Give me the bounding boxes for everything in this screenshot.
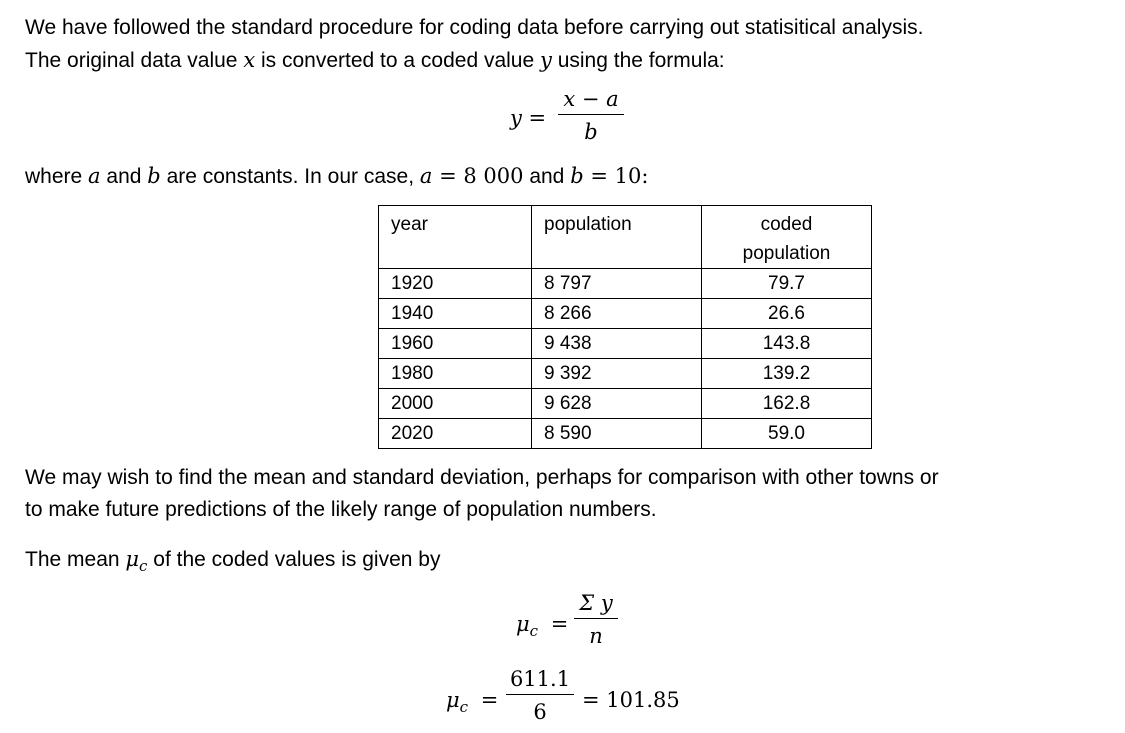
mu-subscript: c (459, 698, 469, 717)
constant-a: a (88, 164, 101, 188)
fraction-bar (558, 114, 624, 115)
equals-sign: = (550, 612, 569, 636)
cell-population: 9 392 (532, 359, 702, 389)
cell-population: 9 438 (532, 329, 702, 359)
cell-year: 1920 (379, 269, 532, 299)
table-row (379, 359, 872, 389)
cell-year: 1960 (379, 329, 532, 359)
mu-subscript: c (529, 622, 539, 641)
table-header-row (379, 206, 872, 269)
where-line (25, 160, 1115, 193)
cell-year: 2020 (379, 419, 532, 449)
table-row (379, 299, 872, 329)
para3-text: of the coded values is given by (147, 548, 441, 571)
cell-coded: 79.7 (702, 269, 872, 299)
mu-subscript: c (139, 557, 148, 576)
cell-year: 1980 (379, 359, 532, 389)
formula2-denominator: n (589, 624, 603, 648)
formula1-denominator: b (584, 120, 598, 144)
cell-coded: 162.8 (702, 389, 872, 419)
cell-year: 1940 (379, 299, 532, 329)
para2-line-2: to make future predictions of the likely range of population numbers. (25, 498, 657, 521)
formula1-numerator: x − a (563, 87, 619, 111)
para2-line-1: We may wish to find the mean and standard deviation, perhaps for comparison with other towns or (25, 466, 939, 489)
where-text: and (523, 165, 571, 188)
header-population: population (532, 206, 702, 269)
header-coded-population (702, 206, 872, 269)
formula3-lhs (446, 688, 498, 716)
cell-year: 2000 (379, 389, 532, 419)
intro-line-2 (25, 44, 1115, 77)
cell-population: 9 628 (532, 389, 702, 419)
mu-symbol: μ (446, 688, 460, 712)
formula2-numerator: Σ y (579, 591, 613, 615)
fraction-bar (506, 694, 574, 695)
population-table (378, 205, 872, 449)
intro-line-1: We have followed the standard procedure for coding data before carrying out statisitical analysis. (25, 16, 924, 39)
where-text: where (25, 165, 89, 188)
variable-x: x (243, 48, 256, 72)
formula1-lhs: y = (510, 106, 547, 130)
cell-coded: 143.8 (702, 329, 872, 359)
constant-a: a (419, 164, 433, 188)
table-row (379, 329, 872, 359)
para3-line (25, 543, 1115, 582)
formula2-lhs (516, 612, 568, 640)
where-text: and (100, 165, 148, 188)
formula2-fraction (574, 590, 618, 649)
intro-text-b: is converted to a coded value (255, 49, 540, 72)
intro-text-a: The original data value (25, 49, 244, 72)
constant-b: b (147, 164, 161, 188)
value-a: = 8 000 (432, 164, 524, 188)
constant-b: b (570, 164, 584, 188)
formula3-numerator: 611.1 (509, 667, 571, 691)
table-row (379, 269, 872, 299)
formula1-fraction (558, 86, 624, 145)
mu-symbol: μ (516, 612, 530, 636)
mu-symbol: μ (125, 547, 140, 571)
formula3-denominator: 6 (533, 700, 547, 724)
fraction-bar (574, 618, 618, 619)
table-row (379, 419, 872, 449)
para3-text: The mean (25, 548, 126, 571)
header-coded-word: coded (760, 214, 813, 235)
cell-coded: 26.6 (702, 299, 872, 329)
equals-sign: = (480, 688, 499, 712)
cell-coded: 59.0 (702, 419, 872, 449)
variable-y: y (540, 48, 552, 72)
formula3-result: = 101.85 (582, 688, 680, 712)
header-year: year (379, 206, 532, 269)
table-row (379, 389, 872, 419)
value-b: = 10: (583, 164, 649, 188)
header-population-word: population (742, 243, 831, 264)
where-text: are constants. In our case, (160, 165, 420, 188)
cell-coded: 139.2 (702, 359, 872, 389)
cell-population: 8 797 (532, 269, 702, 299)
intro-text-c: using the formula: (551, 49, 725, 72)
cell-population: 8 590 (532, 419, 702, 449)
cell-population: 8 266 (532, 299, 702, 329)
formula3-fraction (506, 666, 574, 725)
